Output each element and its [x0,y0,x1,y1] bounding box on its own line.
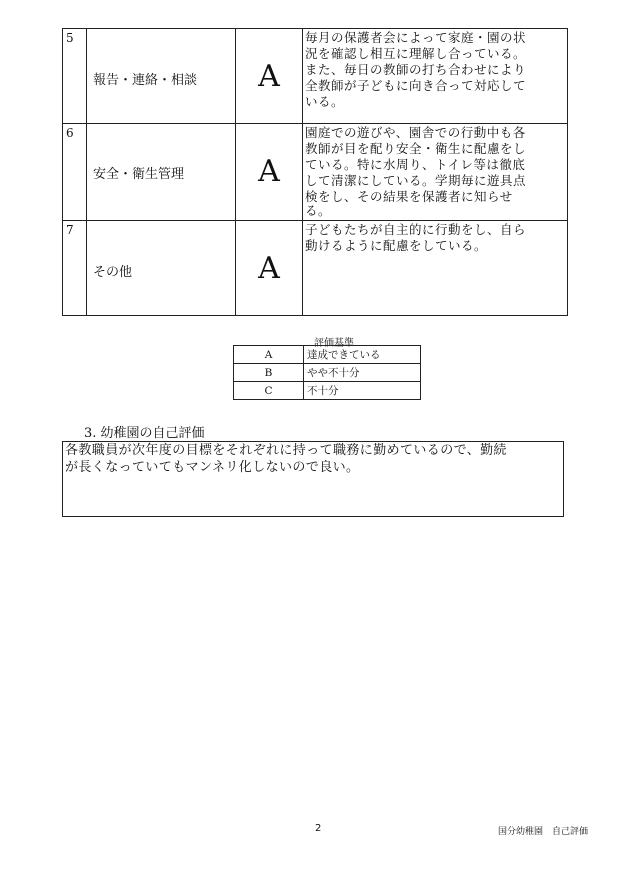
criteria-text: 不十分 [304,382,421,400]
criteria-key: A [234,346,304,364]
criteria-text: やや不十分 [304,364,421,382]
evaluation-item: 安全・衛生管理 [87,124,236,221]
table-row [234,382,421,400]
grade: A [236,29,303,124]
evaluation-item: その他 [87,221,236,316]
row-number: 6 [63,124,87,221]
section-heading: 3. 幼稚園の自己評価 [84,426,205,441]
page-number: 2 [315,823,322,834]
criteria-title: 評価基準 [314,338,354,349]
criteria-key: B [234,364,304,382]
grade: A [236,221,303,316]
table-row [63,221,568,316]
table-row [234,346,421,364]
footer-label: 国分幼稚園 自己評価 [498,827,589,837]
evaluation-table [62,28,568,316]
evaluation-comment: 園庭での遊びや、園舎での行動中も各 教師が目を配り安全・衛生に配慮をし ている。特に水周り、トイレ等は徹底 して清潔にしている。学期毎に遊具点 検をし、その結果を保護者に知らせ る。 [303,124,568,221]
evaluation-comment: 子どもたちが自主的に行動をし、自ら 動けるように配慮をしている。 [303,221,568,316]
table-row [63,29,568,124]
self-evaluation-box [62,441,564,517]
evaluation-item: 報告・連絡・相談 [87,29,236,124]
self-evaluation-line: が長くなっていてもマンネリ化しないので良い。 [65,460,360,475]
criteria-table [233,345,421,400]
row-number: 7 [63,221,87,316]
self-evaluation-line: 各教職員が次年度の目標をそれぞれに持って職務に勤めているので、勤続 [65,443,507,458]
grade: A [236,124,303,221]
criteria-key: C [234,382,304,400]
table-row [63,124,568,221]
row-number: 5 [63,29,87,124]
evaluation-comment: 毎月の保護者会によって家庭・園の状 況を確認し相互に理解し合っている。 また、毎日の教師の打ち合わせにより 全教師が子どもに向き合って対応して いる。 [303,29,568,124]
table-row [234,364,421,382]
criteria-text: 達成できている [304,346,421,364]
